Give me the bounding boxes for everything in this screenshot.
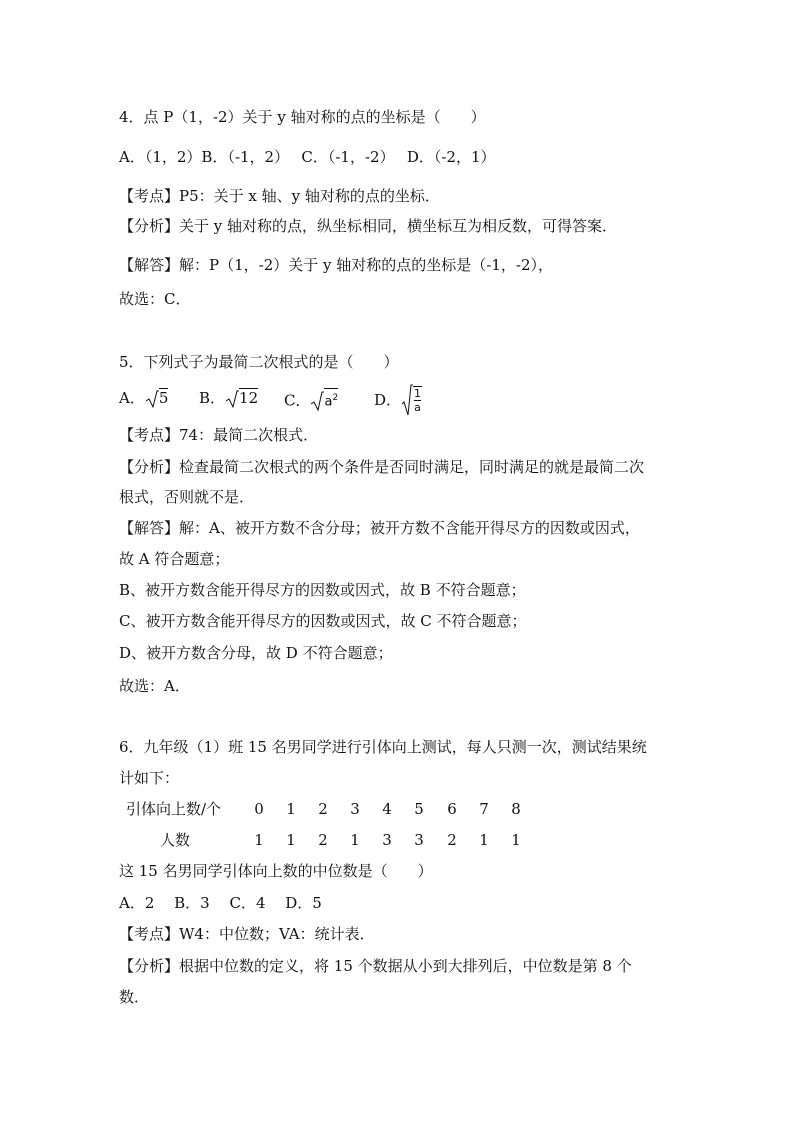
table-cell: 8 bbox=[511, 800, 521, 818]
q4-fenxi bbox=[119, 216, 617, 236]
q5-question: 5．下列式子为最简二次根式的是（ ） bbox=[119, 353, 399, 371]
q4-jieda bbox=[119, 255, 553, 275]
q6-kaodian-text: W4：中位数；VA：统计表． bbox=[179, 925, 375, 943]
sqrt-icon bbox=[401, 384, 413, 416]
option-label: B． bbox=[199, 389, 226, 407]
q6-question-stem: 这 15 名男同学引体向上数的中位数是（ ） bbox=[119, 862, 433, 880]
table-cell: 5 bbox=[414, 800, 424, 818]
q5-jieda bbox=[119, 518, 640, 538]
jieda-tag: 【解答】 bbox=[119, 519, 180, 537]
q5-fenxi bbox=[119, 457, 644, 477]
table-cell: 2 bbox=[318, 831, 328, 849]
table-cell: 1 bbox=[286, 800, 296, 818]
table-cell: 1 bbox=[286, 831, 296, 849]
radicand: a bbox=[324, 394, 333, 410]
table-cell: 4 bbox=[382, 800, 392, 818]
q5-kaodian bbox=[119, 425, 318, 445]
sqrt-icon bbox=[145, 389, 159, 409]
q5-fenxi-text: 检查最简二次根式的两个条件是否同时满足，同时满足的就是最简二次 bbox=[179, 458, 645, 476]
table-cell: 1 bbox=[254, 831, 264, 849]
q5-option-c bbox=[284, 388, 338, 412]
table-cell: 7 bbox=[479, 800, 489, 818]
fenxi-tag: 【分析】 bbox=[119, 217, 180, 235]
q6-kaodian bbox=[119, 924, 375, 944]
sqrt-icon bbox=[225, 389, 239, 409]
q4-fenxi-text: 关于 y 轴对称的点，纵坐标相同，横坐标互为相反数，可得答案． bbox=[179, 217, 618, 235]
sqrt-icon bbox=[310, 390, 324, 412]
kaodian-tag: 【考点】 bbox=[119, 925, 180, 943]
q5-jieda-line3: B、被开方数含能开得尽方的因数或因式，故 B 不符合题意； bbox=[119, 581, 526, 599]
option-label: A． bbox=[119, 389, 145, 407]
table-cell: 6 bbox=[447, 800, 457, 818]
q5-option-d bbox=[374, 384, 422, 416]
table-cell: 2 bbox=[447, 831, 457, 849]
q4-options: A．（1，2）B．（-1，2） C．（-1，-2） D．（-2，1） bbox=[119, 148, 496, 166]
table-row1-label: 引体向上数/个 bbox=[126, 800, 222, 818]
numerator: 1 bbox=[414, 387, 422, 400]
table-cell: 3 bbox=[414, 831, 424, 849]
fenxi-tag: 【分析】 bbox=[119, 458, 180, 476]
table-row2-label: 人数 bbox=[160, 831, 191, 849]
table-cell: 3 bbox=[350, 800, 360, 818]
q5-answer: 故选：A． bbox=[119, 677, 190, 695]
q4-question: 4．点 P（1，-2）关于 y 轴对称的点的坐标是（ ） bbox=[119, 108, 486, 126]
table-cell: 2 bbox=[318, 800, 328, 818]
q6-options: A．2 B．3 C．4 D．5 bbox=[119, 894, 322, 912]
fenxi-tag: 【分析】 bbox=[119, 957, 180, 975]
denominator: a bbox=[414, 401, 421, 414]
q5-jieda-line2: 故 A 符合题意； bbox=[119, 550, 230, 568]
q4-jieda-text: 解：P（1，-2）关于 y 轴对称的点的坐标是（-1，-2）， bbox=[179, 256, 553, 274]
q5-jieda-line4: C、被开方数含能开得尽方的因数或因式，故 C 不符合题意； bbox=[119, 612, 527, 630]
q5-jieda-text: 解：A、被开方数不含分母；被开方数不含能开得尽方的因数或因式， bbox=[179, 519, 640, 537]
q6-question: 6．九年级（1）班 15 名男同学进行引体向上测试，每人只测一次，测试结果统 bbox=[119, 738, 647, 756]
q6-fenxi-text: 根据中位数的定义，将 15 个数据从小到大排列后，中位数是第 8 个 bbox=[179, 957, 632, 975]
option-label: C． bbox=[284, 391, 311, 410]
q4-kaodian bbox=[119, 186, 440, 206]
radicand: 5 bbox=[158, 389, 169, 407]
jieda-tag: 【解答】 bbox=[119, 256, 180, 274]
q5-option-a bbox=[119, 388, 168, 409]
table-cell: 1 bbox=[511, 831, 521, 849]
table-cell: 3 bbox=[382, 831, 392, 849]
kaodian-tag: 【考点】 bbox=[119, 187, 180, 205]
radicand: 12 bbox=[239, 389, 259, 407]
q5-jieda-line5: D、被开方数含分母，故 D 不符合题意； bbox=[119, 644, 393, 662]
fraction bbox=[413, 386, 422, 414]
q6-fenxi bbox=[119, 956, 632, 976]
q5-fenxi-cont: 根式，否则就不是． bbox=[119, 488, 255, 506]
q6-question-cont: 计如下： bbox=[119, 769, 180, 787]
kaodian-tag: 【考点】 bbox=[119, 426, 180, 444]
q4-answer: 故选：C． bbox=[119, 290, 191, 308]
exponent: 2 bbox=[332, 393, 339, 403]
q5-option-b bbox=[199, 388, 258, 409]
q5-kaodian-text: 74：最简二次根式． bbox=[179, 426, 319, 444]
table-cell: 1 bbox=[479, 831, 489, 849]
option-label: D． bbox=[374, 391, 402, 409]
table-cell: 1 bbox=[350, 831, 360, 849]
table-cell: 0 bbox=[254, 800, 264, 818]
q6-fenxi-cont: 数． bbox=[119, 988, 150, 1006]
q4-kaodian-text: P5：关于 x 轴、y 轴对称的点的坐标． bbox=[179, 187, 440, 205]
